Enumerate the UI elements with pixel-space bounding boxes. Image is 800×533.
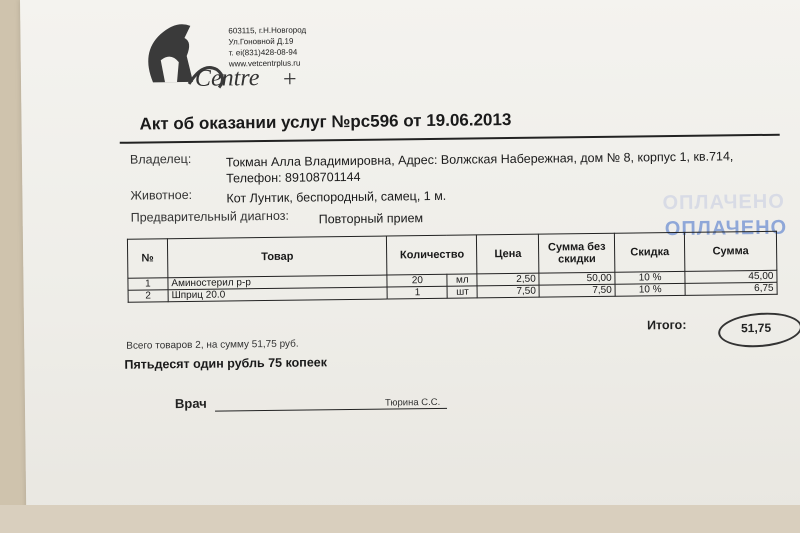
row-sum: 6,75 — [685, 282, 777, 295]
header-sum-no-discount: Сумма без скидки — [539, 233, 615, 273]
svg-text:Centre: Centre — [194, 65, 260, 92]
animal-value: Кот Лунтик, беспородный, самец, 1 м. — [226, 188, 447, 206]
clinic-address — [228, 25, 306, 70]
row-price: 7,50 — [477, 285, 539, 298]
total-in-words: Пятьдесят один рубль 75 копеек — [124, 355, 328, 372]
row-unit: шт — [447, 286, 477, 298]
address-line: 603115, г.Н.Новгород — [228, 25, 307, 36]
header-price: Цена — [477, 234, 539, 274]
row-num: 1 — [128, 278, 168, 290]
row-qty: 1 — [388, 286, 448, 299]
row-sum: 45,00 — [685, 270, 777, 283]
row-price: 2,50 — [477, 273, 539, 286]
document-title: Акт об оказании услуг №рс596 от 19.06.2013 — [139, 110, 512, 134]
diagnosis-label: Предварительный диагноз: — [130, 208, 290, 225]
svg-text:+: + — [282, 66, 297, 93]
header-discount: Скидка — [615, 232, 685, 272]
diagnosis-value: Повторный прием — [318, 211, 424, 227]
address-line: www.vetcentrplus.ru — [228, 58, 301, 69]
items-table — [127, 231, 778, 303]
owner-phone: Телефон: 89108701144 — [226, 169, 361, 186]
total-label: Итого: — [646, 317, 687, 333]
row-sum-no-discount: 50,00 — [539, 272, 615, 285]
row-qty: 20 — [387, 274, 447, 287]
signature-line — [215, 408, 447, 412]
doctor-label: Врач — [174, 395, 207, 412]
total-summary: Всего товаров 2, на сумму 51,75 руб. — [126, 338, 299, 352]
paid-stamp-ghost: ОПЛАЧЕНО — [662, 190, 785, 215]
row-discount: 10 % — [615, 283, 685, 296]
row-unit: мл — [447, 274, 477, 286]
address-line: Ул.Гоновной Д.19 — [228, 36, 294, 47]
title-divider — [120, 134, 780, 144]
owner-label: Владелец: — [129, 151, 192, 167]
header-num: № — [127, 239, 167, 278]
receipt-paper — [20, 0, 800, 520]
total-value: 51,75 — [740, 320, 772, 336]
paid-stamp: ОПЛАЧЕНО — [664, 216, 788, 241]
header-qty: Количество — [387, 235, 477, 275]
row-discount: 10 % — [615, 271, 685, 284]
header-item: Товар — [167, 236, 387, 278]
header-sum: Сумма — [684, 231, 776, 271]
address-line: т. ei(831)428-08-94 — [228, 47, 298, 58]
doctor-name: Тюрина С.С. — [384, 396, 441, 409]
row-item: Аминостерил р-р — [168, 275, 388, 290]
animal-label: Животное: — [130, 187, 193, 203]
row-num: 2 — [128, 290, 168, 302]
owner-value: Токман Алла Владимировна, Адрес: Волжская Набережная, дом № 8, корпус 1, кв.714, — [225, 149, 734, 170]
table-surface — [0, 505, 800, 533]
row-item: Шприц 20.0 — [168, 287, 388, 302]
row-sum-no-discount: 7,50 — [539, 284, 615, 297]
